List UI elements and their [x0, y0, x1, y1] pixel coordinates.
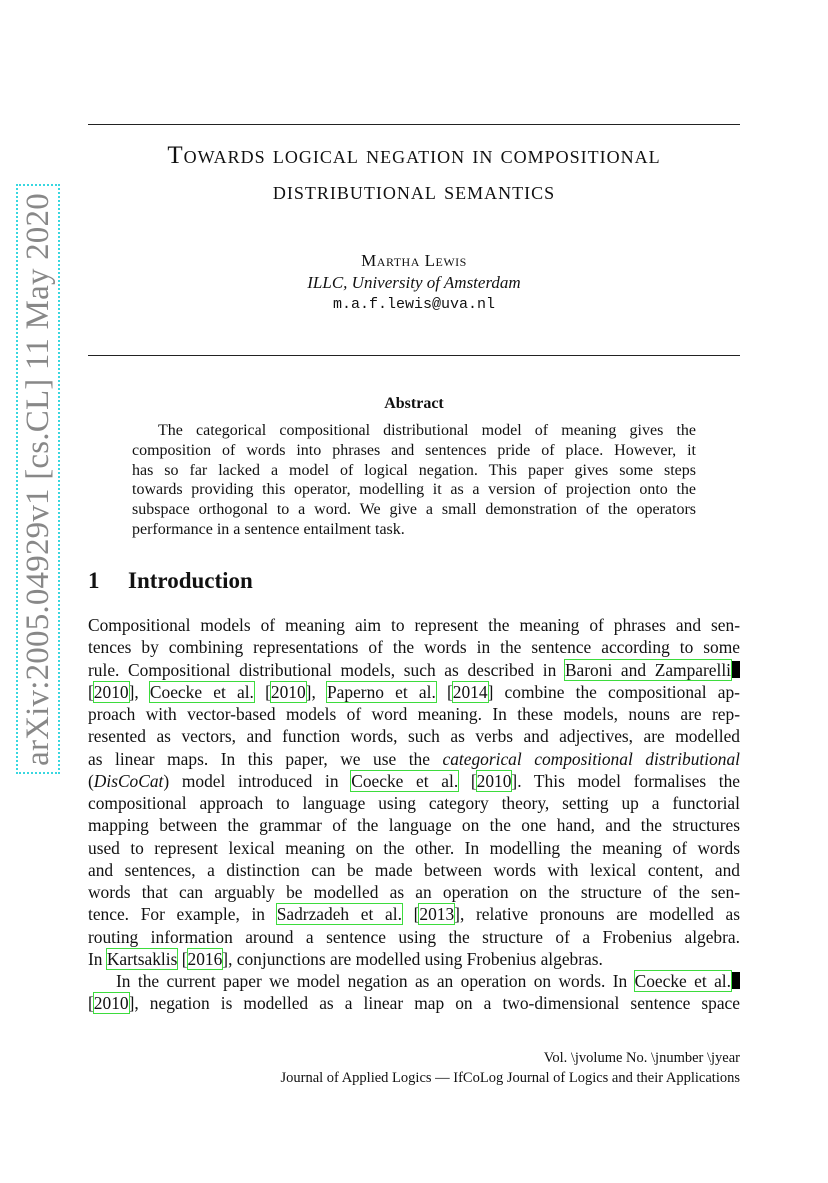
body-line	[88, 748, 740, 770]
body-text-span: ], relative pronouns are modelled as	[454, 904, 740, 925]
title-line-2: distributional semantics	[272, 178, 556, 205]
arxiv-stamp-text: arXiv:2005.04929v1 [cs.CL] 11 May 2020	[19, 192, 56, 766]
body-text-span: ], negation is modelled as a linear map on a two-dimensional sentence space	[128, 993, 740, 1014]
emphasis-text: categorical compositional distributional	[442, 748, 741, 769]
section-title: Introduction	[128, 568, 253, 593]
body-text-span: In	[88, 948, 107, 969]
citation-year-link[interactable]: 2010	[476, 770, 512, 791]
body-line: [2010], negation is modelled as a linear map on a two-dimensional sentence space	[88, 993, 740, 1014]
citation-year-link[interactable]: 2010	[93, 681, 129, 702]
body-line: mapping between the grammar of the language on the one hand, and the structures	[88, 815, 740, 836]
body-text-span: as linear maps. In this paper, we use the	[88, 748, 443, 769]
section-number: 1	[88, 568, 100, 593]
body-text	[88, 614, 740, 1015]
body-line	[88, 970, 740, 992]
title-rule-top	[88, 124, 740, 125]
paper-title	[88, 138, 740, 210]
title-rule-bottom	[88, 355, 740, 356]
body-line: In Kartsaklis [2016], conjunctions are modelled using Frobenius algebras.	[88, 948, 603, 969]
author-name: Martha Lewis	[361, 251, 467, 270]
author-email: m.a.f.lewis@uva.nl	[332, 296, 496, 313]
abstract-line: performance in a sentence entailment task.	[132, 520, 405, 538]
body-text-span: tence. For example, in	[88, 904, 277, 925]
arxiv-stamp[interactable]	[16, 184, 60, 774]
author-block	[88, 250, 740, 316]
body-text-span: rule. Compositional distributional models, such as described in	[88, 659, 565, 680]
citation-year-link[interactable]: 2010	[270, 681, 306, 702]
citation-link[interactable]: Coecke et al.	[351, 770, 459, 791]
body-line: [2010], Coecke et al. [2010], Paperno et al. [2014] combine the compositional ap-	[88, 681, 740, 702]
citation-link[interactable]: Kartsaklis	[106, 948, 178, 969]
citation-link[interactable]: Sadrzadeh et al.	[276, 904, 402, 925]
body-text-span: ] combine the compositional ap-	[487, 681, 740, 702]
body-line: resented as vectors, and function words, such as verbs and adjectives, are modelled	[88, 726, 740, 747]
body-line: used to represent lexical meaning on the other. In modelling the meaning of words	[88, 837, 740, 858]
section-heading	[88, 568, 253, 594]
page-footer	[88, 1048, 740, 1088]
body-line: tences by combining representations of the words in the sentence according to some	[88, 637, 740, 658]
abstract-line: has so far lacked a model of logical negation. This paper gives some steps	[132, 461, 696, 479]
body-line: words that can arguably be modelled as an operation on the structure of the sen-	[88, 882, 740, 902]
overflow-marker	[732, 661, 740, 678]
body-line: (DisCoCat) model introduced in Coecke et al. [2010]. This model formalises the	[88, 770, 740, 791]
citation-year-link[interactable]: 2014	[452, 681, 488, 702]
abstract-body	[132, 421, 696, 540]
abstract-heading: Abstract	[384, 395, 444, 412]
body-line: routing information around a sentence using the structure of a Frobenius algebra.	[88, 926, 740, 947]
overflow-marker	[732, 972, 740, 989]
body-line	[88, 659, 740, 681]
citation-link[interactable]: Coecke et al.	[634, 971, 731, 991]
citation-year-link[interactable]: 2016	[187, 948, 223, 969]
abstract-line: subspace orthogonal to a word. We give a small demonstration of the operators	[132, 501, 696, 519]
citation-link[interactable]: Baroni and Zamparelli	[564, 659, 731, 680]
body-text-span: ) model introduced in	[163, 770, 352, 791]
body-line: compositional approach to language using category theory, setting up a functorial	[88, 793, 740, 813]
body-text-span: In the current paper we model negation as an operation on words. In	[116, 971, 635, 991]
footer-journal: Journal of Applied Logics — IfCoLog Journal of Logics and their Applications	[280, 1070, 740, 1086]
abstract-line: composition of words into phrases and sentences pride of place. However, it	[132, 441, 696, 459]
body-text-span: ], conjunctions are modelled using Frobenius algebras.	[222, 948, 603, 969]
citation-link[interactable]: Paperno et al.	[326, 681, 436, 702]
body-line: and sentences, a distinction can be made between words with lexical content, and	[88, 859, 740, 880]
title-line-1: Towards logical negation in compositional	[167, 142, 661, 169]
emphasis-text: DisCoCat	[93, 770, 164, 791]
author-affiliation: ILLC, University of Amsterdam	[307, 273, 521, 292]
body-line: Compositional models of meaning aim to represent the meaning of phrases and sen-	[88, 615, 740, 635]
citation-link[interactable]: Coecke et al.	[149, 681, 254, 702]
abstract-line: The categorical compositional distributional model of meaning gives the	[158, 422, 696, 439]
body-text-span: ]. This model formalises the	[511, 770, 740, 791]
abstract-line: towards providing this operator, modelling it as a version of projection onto the	[132, 481, 696, 499]
footer-volume: Vol. \jvolume No. \jnumber \jyear	[543, 1050, 740, 1066]
citation-year-link[interactable]: 2013	[419, 904, 455, 925]
body-line: tence. For example, in Sadrzadeh et al. [2013], relative pronouns are modelled as	[88, 904, 740, 925]
citation-year-link[interactable]: 2010	[93, 993, 129, 1014]
body-line: proach with vector-based models of word meaning. In these models, nouns are rep-	[88, 704, 740, 724]
